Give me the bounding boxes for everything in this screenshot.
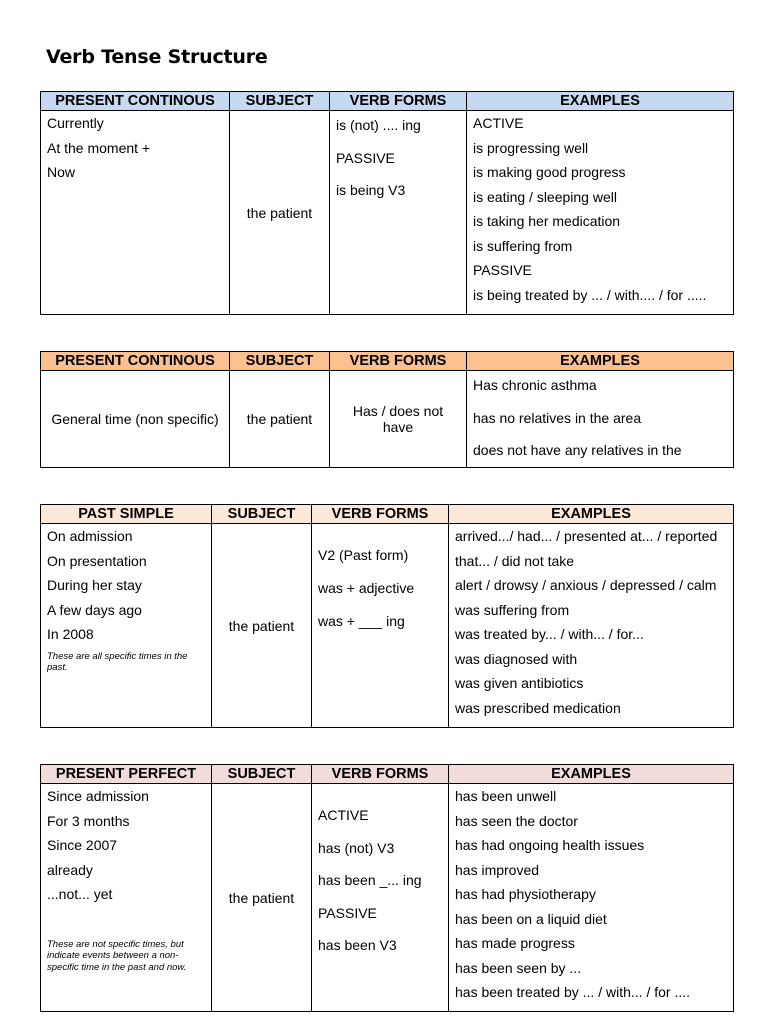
subject-cell: [230, 371, 330, 468]
verb-form: was + ___ ing: [318, 613, 405, 629]
time-expression: A few days ago: [47, 601, 142, 618]
present-perfect-table: [40, 764, 734, 1012]
examples-cell: [449, 784, 734, 1012]
time-expression: During her stay: [47, 577, 142, 593]
page-title: Verb Tense Structure: [46, 46, 268, 68]
time-expression: already: [47, 861, 93, 878]
table-header-row: [41, 765, 734, 784]
time-expressions-cell: [41, 784, 212, 1012]
verb-form: ACTIVE: [318, 807, 369, 823]
table-row: [41, 111, 734, 315]
column-header: SUBJECT: [230, 92, 330, 111]
example: has had ongoing health issues: [455, 837, 645, 853]
subject-text: the patient: [246, 411, 313, 427]
verb-form: PASSIVE: [336, 149, 395, 166]
column-header: PAST SIMPLE: [41, 505, 212, 524]
verb-form: is (not) .... ing: [336, 117, 421, 133]
example: has been unwell: [455, 788, 557, 804]
column-header: EXAMPLES: [467, 92, 734, 111]
verb-form: was + adjective: [318, 580, 415, 596]
example: has made progress: [455, 935, 575, 951]
column-header: SUBJECT: [230, 352, 330, 371]
table-row: [41, 784, 734, 1012]
table-header-row: [41, 352, 734, 371]
subject-text: the patient: [228, 889, 295, 906]
table-header-row: [41, 505, 734, 524]
column-header: SUBJECT: [212, 505, 312, 524]
past-simple-table: [40, 504, 734, 728]
column-header: VERB FORMS: [312, 505, 449, 524]
example: is being treated by ... / with.... / for .....: [473, 286, 707, 303]
example: was suffering from: [455, 601, 570, 618]
example: is suffering from: [473, 237, 573, 254]
time-expression: On admission: [47, 528, 133, 544]
present-general-table: [40, 351, 734, 468]
time-expression: Currently: [47, 115, 104, 131]
subject-text: the patient: [228, 617, 295, 634]
example: has been seen by ...: [455, 959, 582, 976]
example: was diagnosed with: [455, 650, 578, 667]
example: arrived.../ had... / presented at... / reported: [455, 528, 718, 544]
example: has been on a liquid diet: [455, 910, 607, 927]
table-row: [41, 524, 734, 728]
verb-form: has been V3: [318, 937, 397, 953]
example: has been treated by ... / with... / for ....: [455, 984, 691, 1000]
example: is taking her medication: [473, 213, 621, 229]
time-expression: In 2008: [47, 626, 94, 642]
example: does not have any relatives in the: [473, 442, 682, 458]
verb-form: has been _... ing: [318, 872, 422, 888]
verb-form: is being V3: [336, 182, 406, 198]
example: alert / drowsy / anxious / depressed / calm: [455, 577, 717, 593]
verb-form: V2 (Past form): [318, 547, 409, 563]
column-header: VERB FORMS: [330, 352, 467, 371]
example: was given antibiotics: [455, 675, 584, 691]
time-expression: General time (non specific): [51, 411, 219, 427]
example: Has chronic asthma: [473, 377, 597, 393]
time-expressions-cell: [41, 524, 212, 728]
column-header: PRESENT PERFECT: [41, 765, 212, 784]
subject-cell: [212, 524, 312, 728]
example: PASSIVE: [473, 262, 532, 278]
example: has had physiotherapy: [455, 886, 596, 902]
table-row: [41, 371, 734, 468]
example: has improved: [455, 861, 540, 878]
column-header: PRESENT CONTINOUS: [41, 352, 230, 371]
time-expressions-cell: [41, 371, 230, 468]
example: has seen the doctor: [455, 812, 578, 829]
example: is making good progress: [473, 164, 626, 180]
time-expression: For 3 months: [47, 812, 130, 829]
example: that... / did not take: [455, 552, 575, 569]
verb-forms-cell: [330, 111, 467, 315]
time-expression: Now: [47, 164, 76, 180]
column-header: EXAMPLES: [449, 765, 734, 784]
verb-forms-cell: [312, 524, 449, 728]
example: has no relatives in the area: [473, 409, 642, 426]
present-continuous-table: [40, 91, 734, 315]
subject-text: the patient: [246, 204, 313, 221]
example: is eating / sleeping well: [473, 188, 617, 205]
example: ACTIVE: [473, 115, 524, 131]
verb-form: has (not) V3: [318, 839, 395, 856]
column-header: PRESENT CONTINOUS: [41, 92, 230, 111]
subject-cell: [212, 784, 312, 1012]
time-expression: At the moment +: [47, 139, 151, 156]
example: is progressing well: [473, 139, 589, 156]
time-expression: Since admission: [47, 788, 149, 804]
column-header: VERB FORMS: [330, 92, 467, 111]
column-header: SUBJECT: [212, 765, 312, 784]
examples-cell: [467, 371, 734, 468]
time-expression: ...not... yet: [47, 886, 113, 902]
examples-cell: [449, 524, 734, 728]
column-header: VERB FORMS: [312, 765, 449, 784]
verb-forms-cell: [330, 371, 467, 468]
column-header: EXAMPLES: [449, 505, 734, 524]
time-expression: On presentation: [47, 552, 147, 569]
subject-cell: [230, 111, 330, 315]
example: was prescribed medication: [455, 699, 621, 716]
table-header-row: [41, 92, 734, 111]
time-note: These are all specific times in the past.: [47, 650, 188, 673]
examples-cell: [467, 111, 734, 315]
column-header: EXAMPLES: [467, 352, 734, 371]
time-expression: Since 2007: [47, 837, 118, 853]
time-expressions-cell: [41, 111, 230, 315]
verb-form: PASSIVE: [318, 904, 377, 921]
example: was treated by... / with... / for...: [455, 626, 644, 642]
verb-forms-cell: [312, 784, 449, 1012]
time-note: These are not specific times, but indicate events between a non-specific time in the past and now.: [47, 938, 187, 973]
verb-form: Has / does not have: [352, 403, 444, 435]
